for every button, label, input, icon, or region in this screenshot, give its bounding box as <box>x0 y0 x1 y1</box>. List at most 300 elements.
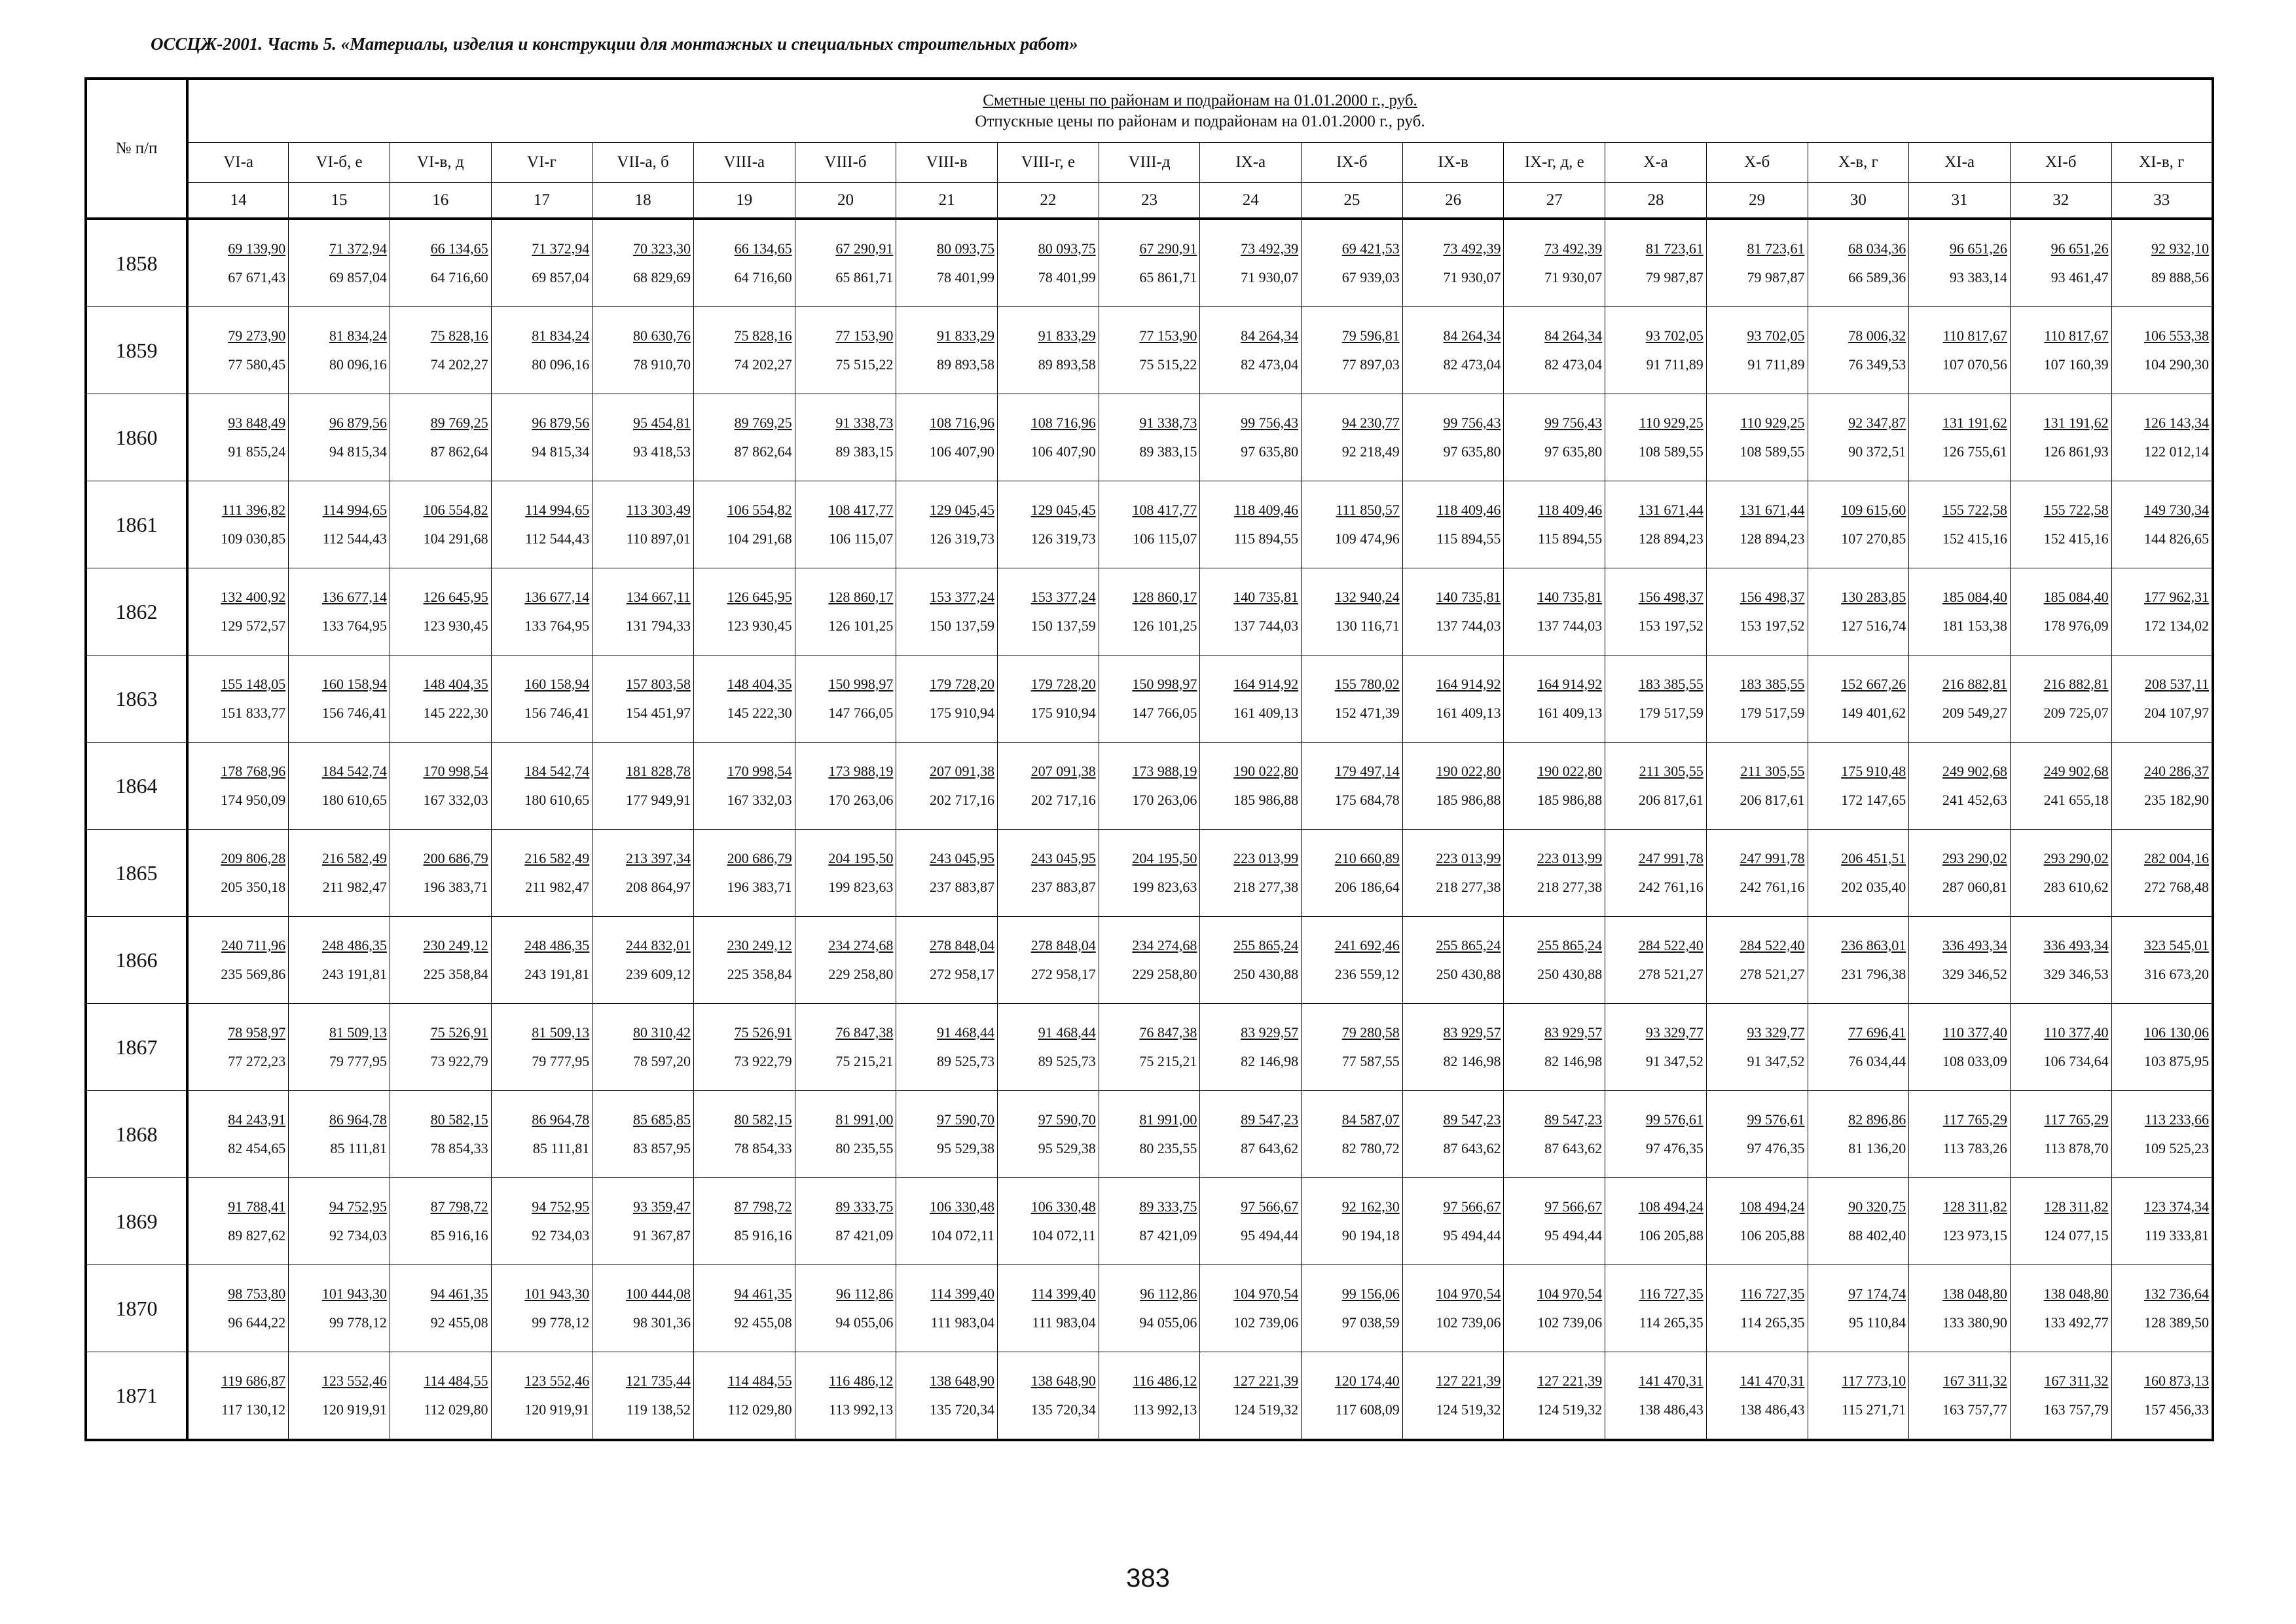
estimate-price: 73 492,39 <box>1241 240 1299 257</box>
estimate-price: 104 970,54 <box>1436 1285 1501 1302</box>
price-cell <box>1706 1091 1808 1178</box>
region-header: XI-в, г <box>2111 143 2213 183</box>
estimate-price: 255 865,24 <box>1233 936 1299 953</box>
price-cell <box>289 219 390 307</box>
release-price: 209 549,27 <box>1942 704 2007 721</box>
release-price: 71 930,07 <box>1443 268 1501 286</box>
estimate-price: 104 970,54 <box>1233 1285 1299 1302</box>
release-price: 167 332,03 <box>423 791 488 808</box>
price-cell <box>1302 1178 1403 1265</box>
price-cell <box>187 655 289 743</box>
release-price: 69 857,04 <box>329 268 387 286</box>
price-cell <box>491 219 592 307</box>
price-cell <box>1099 568 1200 655</box>
release-price: 123 973,15 <box>1942 1227 2007 1244</box>
release-price: 80 096,16 <box>532 356 590 373</box>
estimate-price: 94 461,35 <box>430 1285 488 1302</box>
column-number: 33 <box>2111 183 2213 219</box>
price-cell <box>693 481 795 568</box>
release-price: 115 894,55 <box>1537 530 1603 547</box>
table-title <box>187 79 2213 143</box>
price-cell <box>289 1178 390 1265</box>
estimate-price: 89 769,25 <box>734 414 792 431</box>
release-price: 126 101,25 <box>828 617 894 634</box>
release-price: 106 407,90 <box>930 443 994 460</box>
estimate-price: 284 522,40 <box>1638 936 1704 953</box>
price-cell <box>795 655 896 743</box>
region-header: VIII-а <box>693 143 795 183</box>
price-cell <box>1504 394 1605 481</box>
price-cell <box>1808 1178 1909 1265</box>
price-cell <box>1504 568 1605 655</box>
price-cell <box>1808 1091 1909 1178</box>
release-price: 113 992,13 <box>1133 1401 1197 1418</box>
estimate-price: 87 798,72 <box>734 1198 792 1215</box>
release-price: 69 857,04 <box>532 268 590 286</box>
release-price: 77 580,45 <box>228 356 286 373</box>
estimate-price: 81 723,61 <box>1645 240 1704 257</box>
release-price: 85 111,81 <box>330 1139 387 1156</box>
release-price: 128 894,23 <box>1740 530 1805 547</box>
release-price: 80 096,16 <box>329 356 387 373</box>
estimate-price: 204 195,50 <box>1132 849 1197 866</box>
estimate-price: 76 847,38 <box>1139 1024 1197 1041</box>
estimate-price: 160 158,94 <box>524 675 590 692</box>
estimate-price: 128 311,82 <box>2044 1198 2109 1215</box>
release-price: 110 897,01 <box>626 530 691 547</box>
table-row <box>86 655 2213 743</box>
table-row <box>86 1178 2213 1265</box>
release-price: 111 983,04 <box>930 1314 994 1331</box>
release-price: 87 643,62 <box>1241 1139 1299 1156</box>
release-price: 123 930,45 <box>727 617 792 634</box>
release-price: 88 402,40 <box>1848 1227 1906 1244</box>
price-cell <box>1706 307 1808 394</box>
price-cell <box>998 481 1099 568</box>
estimate-price: 93 329,77 <box>1747 1024 1805 1041</box>
release-price: 82 146,98 <box>1443 1052 1501 1069</box>
price-cell <box>390 394 491 481</box>
price-cell <box>2111 830 2213 917</box>
table-row <box>86 1004 2213 1091</box>
release-price: 250 430,88 <box>1233 965 1299 982</box>
column-number: 30 <box>1808 183 1909 219</box>
estimate-price: 170 998,54 <box>727 762 792 779</box>
estimate-price: 136 677,14 <box>321 588 387 605</box>
release-price: 82 473,04 <box>1241 356 1299 373</box>
release-price: 150 137,59 <box>930 617 994 634</box>
price-cell <box>1402 743 1504 830</box>
price-cell <box>187 394 289 481</box>
estimate-price: 97 590,70 <box>937 1111 994 1128</box>
estimate-price: 89 333,75 <box>835 1198 894 1215</box>
estimate-price: 108 494,24 <box>1740 1198 1805 1215</box>
price-cell <box>1504 655 1605 743</box>
price-cell <box>1605 481 1707 568</box>
price-cell <box>795 307 896 394</box>
price-cell <box>1402 307 1504 394</box>
release-price: 250 430,88 <box>1537 965 1603 982</box>
price-cell <box>1302 1265 1403 1352</box>
price-cell <box>1099 830 1200 917</box>
column-number: 25 <box>1302 183 1403 219</box>
estimate-price: 200 686,79 <box>727 849 792 866</box>
estimate-price: 234 274,68 <box>828 936 894 953</box>
price-cell <box>1504 743 1605 830</box>
release-price: 152 415,16 <box>2043 530 2109 547</box>
price-cell <box>1504 1178 1605 1265</box>
estimate-price: 110 929,25 <box>1639 414 1704 431</box>
release-price: 104 291,68 <box>423 530 488 547</box>
price-cell <box>795 1004 896 1091</box>
price-cell <box>1504 307 1605 394</box>
price-cell <box>2111 219 2213 307</box>
release-price: 82 473,04 <box>1443 356 1501 373</box>
release-price: 124 077,15 <box>2043 1227 2109 1244</box>
release-price: 235 182,90 <box>2144 791 2209 808</box>
release-price: 75 515,22 <box>1139 356 1197 373</box>
price-cell <box>390 1091 491 1178</box>
price-cell <box>693 1265 795 1352</box>
release-price: 133 380,90 <box>1942 1314 2007 1331</box>
estimate-price: 157 803,58 <box>625 675 691 692</box>
estimate-price: 84 264,34 <box>1443 327 1501 344</box>
price-cell <box>592 743 694 830</box>
release-price: 89 383,15 <box>835 443 894 460</box>
price-cell <box>491 917 592 1004</box>
estimate-price: 113 303,49 <box>626 501 691 518</box>
price-cell <box>998 1352 1099 1441</box>
price-cell <box>1402 481 1504 568</box>
estimate-price: 108 716,96 <box>930 414 994 431</box>
price-cell <box>1099 1352 1200 1441</box>
release-price: 82 146,98 <box>1241 1052 1299 1069</box>
estimate-price: 336 493,34 <box>2043 936 2109 953</box>
price-cell <box>2010 1265 2111 1352</box>
release-price: 117 608,09 <box>1335 1401 1400 1418</box>
price-cell <box>1706 1265 1808 1352</box>
estimate-price: 138 048,80 <box>1942 1285 2007 1302</box>
release-price: 79 777,95 <box>532 1052 590 1069</box>
release-price: 90 372,51 <box>1848 443 1906 460</box>
price-cell <box>1302 1004 1403 1091</box>
price-cell <box>2111 743 2213 830</box>
release-price: 179 517,59 <box>1740 704 1805 721</box>
release-price: 108 589,55 <box>1740 443 1805 460</box>
estimate-price: 155 722,58 <box>2043 501 2109 518</box>
price-cell <box>1402 219 1504 307</box>
release-price: 170 263,06 <box>828 791 894 808</box>
estimate-price: 75 526,91 <box>430 1024 488 1041</box>
estimate-price: 175 910,48 <box>1841 762 1906 779</box>
region-header: VII-а, б <box>592 143 694 183</box>
estimate-price: 73 492,39 <box>1544 240 1603 257</box>
row-number-header: № п/п <box>86 79 187 219</box>
release-price: 112 029,80 <box>727 1401 792 1418</box>
estimate-price: 213 397,34 <box>625 849 691 866</box>
estimate-price: 96 112,86 <box>1140 1285 1197 1302</box>
release-price: 237 883,87 <box>930 878 994 895</box>
price-cell <box>1302 481 1403 568</box>
price-cell <box>2111 307 2213 394</box>
estimate-price: 89 333,75 <box>1139 1198 1197 1215</box>
estimate-price: 89 547,23 <box>1241 1111 1299 1128</box>
document-header: ОССЦЖ-2001. Часть 5. «Материалы, изделия и конструкции для монтажных и специальных строительных работ» <box>151 34 1078 54</box>
price-cell <box>1099 917 1200 1004</box>
release-price: 123 930,45 <box>423 617 488 634</box>
release-price: 149 401,62 <box>1841 704 1906 721</box>
release-price: 83 857,95 <box>632 1139 691 1156</box>
row-number: 1862 <box>86 568 187 655</box>
release-price: 175 684,78 <box>1334 791 1400 808</box>
release-price: 77 272,23 <box>228 1052 286 1069</box>
release-price: 144 826,65 <box>2144 530 2209 547</box>
release-price: 74 202,27 <box>734 356 792 373</box>
release-price: 115 894,55 <box>1233 530 1299 547</box>
estimate-price: 255 865,24 <box>1537 936 1603 953</box>
estimate-price: 79 273,90 <box>228 327 286 344</box>
price-cell <box>1808 481 1909 568</box>
release-price: 152 415,16 <box>1942 530 2007 547</box>
release-price: 206 186,64 <box>1334 878 1400 895</box>
release-price: 71 930,07 <box>1544 268 1603 286</box>
release-price: 115 894,55 <box>1436 530 1501 547</box>
price-cell <box>289 394 390 481</box>
price-cell <box>693 1091 795 1178</box>
release-price: 120 919,91 <box>524 1401 590 1418</box>
estimate-price: 216 582,49 <box>321 849 387 866</box>
price-cell <box>693 307 795 394</box>
release-price: 104 291,68 <box>727 530 792 547</box>
estimate-price: 94 461,35 <box>734 1285 792 1302</box>
column-number: 16 <box>390 183 491 219</box>
estimate-price: 75 526,91 <box>734 1024 792 1041</box>
release-price: 104 072,11 <box>930 1227 994 1244</box>
price-cell <box>2111 481 2213 568</box>
estimate-price: 278 848,04 <box>1030 936 1096 953</box>
release-price: 106 115,07 <box>1133 530 1197 547</box>
price-cell <box>1605 1004 1707 1091</box>
release-price: 202 717,16 <box>930 791 994 808</box>
estimate-price: 78 006,32 <box>1848 327 1906 344</box>
price-cell <box>2010 1178 2111 1265</box>
price-cell <box>998 743 1099 830</box>
release-price: 126 755,61 <box>1942 443 2007 460</box>
price-cell <box>1200 568 1302 655</box>
release-price: 128 389,50 <box>2144 1314 2209 1331</box>
price-cell <box>1302 655 1403 743</box>
estimate-price: 128 860,17 <box>1132 588 1197 605</box>
release-price: 81 136,20 <box>1848 1139 1906 1156</box>
price-cell <box>1200 219 1302 307</box>
estimate-price: 85 685,85 <box>632 1111 691 1128</box>
price-cell <box>998 1178 1099 1265</box>
release-price: 78 854,33 <box>734 1139 792 1156</box>
estimate-price: 181 828,78 <box>625 762 691 779</box>
estimate-price: 130 283,85 <box>1841 588 1906 605</box>
price-cell <box>795 1178 896 1265</box>
price-cell <box>390 1352 491 1441</box>
price-cell <box>1402 1091 1504 1178</box>
price-cell <box>1808 394 1909 481</box>
estimate-price: 70 323,30 <box>632 240 691 257</box>
estimate-price: 108 417,77 <box>828 501 894 518</box>
price-cell <box>289 1265 390 1352</box>
estimate-price: 141 470,31 <box>1638 1372 1704 1389</box>
price-cell <box>1706 917 1808 1004</box>
release-price: 161 409,13 <box>1436 704 1501 721</box>
price-cell <box>1402 394 1504 481</box>
column-number: 20 <box>795 183 896 219</box>
estimate-price: 89 769,25 <box>430 414 488 431</box>
estimate-price: 293 290,02 <box>1942 849 2007 866</box>
price-cell <box>998 394 1099 481</box>
release-price: 66 589,36 <box>1848 268 1906 286</box>
estimate-price: 128 311,82 <box>1942 1198 2007 1215</box>
release-price: 89 888,56 <box>2151 268 2209 286</box>
estimate-price: 216 582,49 <box>524 849 590 866</box>
estimate-price: 170 998,54 <box>423 762 488 779</box>
price-cell <box>1706 655 1808 743</box>
price-cell <box>795 917 896 1004</box>
estimate-price: 173 988,19 <box>828 762 894 779</box>
release-price: 175 910,94 <box>1030 704 1096 721</box>
price-cell <box>187 1178 289 1265</box>
estimate-price: 223 013,99 <box>1436 849 1501 866</box>
price-cell <box>795 481 896 568</box>
price-cell <box>592 1004 694 1091</box>
release-price: 126 319,73 <box>1030 530 1096 547</box>
price-cell <box>896 1265 998 1352</box>
column-number: 32 <box>2010 183 2111 219</box>
estimate-price: 249 902,68 <box>2043 762 2109 779</box>
release-price: 202 035,40 <box>1841 878 1906 895</box>
estimate-price: 118 409,46 <box>1436 501 1501 518</box>
region-header: IX-а <box>1200 143 1302 183</box>
price-cell <box>592 1265 694 1352</box>
column-number: 21 <box>896 183 998 219</box>
release-price: 133 492,77 <box>2043 1314 2109 1331</box>
estimate-price: 80 093,75 <box>937 240 994 257</box>
release-price: 71 930,07 <box>1241 268 1299 286</box>
release-price: 97 635,80 <box>1443 443 1501 460</box>
price-cell <box>592 1091 694 1178</box>
estimate-price: 247 991,78 <box>1638 849 1704 866</box>
price-cell <box>187 307 289 394</box>
estimate-price: 106 330,48 <box>930 1198 994 1215</box>
price-cell <box>1909 1265 2011 1352</box>
estimate-price: 207 091,38 <box>1030 762 1096 779</box>
table-row <box>86 917 2213 1004</box>
release-price: 104 072,11 <box>1031 1227 1096 1244</box>
release-price: 172 147,65 <box>1841 791 1906 808</box>
release-price: 104 290,30 <box>2144 356 2209 373</box>
price-cell <box>592 394 694 481</box>
region-header: IX-б <box>1302 143 1403 183</box>
estimate-price: 80 582,15 <box>734 1111 792 1128</box>
price-cell <box>1706 743 1808 830</box>
estimate-price: 209 806,28 <box>221 849 286 866</box>
release-price: 98 301,36 <box>632 1314 691 1331</box>
estimate-price: 138 048,80 <box>2043 1285 2109 1302</box>
price-cell <box>1200 830 1302 917</box>
estimate-price: 136 677,14 <box>524 588 590 605</box>
estimate-price: 116 486,12 <box>1133 1372 1197 1389</box>
estimate-price: 81 509,13 <box>329 1024 387 1041</box>
price-cell <box>187 743 289 830</box>
price-cell <box>390 1178 491 1265</box>
price-cell <box>1099 1178 1200 1265</box>
column-number: 18 <box>592 183 694 219</box>
price-cell <box>491 830 592 917</box>
estimate-price: 93 702,05 <box>1645 327 1704 344</box>
price-cell <box>491 1352 592 1441</box>
price-cell <box>795 1265 896 1352</box>
release-price: 89 525,73 <box>937 1052 994 1069</box>
price-cell <box>1504 1265 1605 1352</box>
release-price: 80 235,55 <box>1139 1139 1197 1156</box>
estimate-price: 93 329,77 <box>1645 1024 1704 1041</box>
release-price: 92 218,49 <box>1341 443 1400 460</box>
price-cell <box>2010 219 2111 307</box>
estimate-price: 282 004,16 <box>2144 849 2209 866</box>
price-cell <box>289 1091 390 1178</box>
estimate-price: 230 249,12 <box>423 936 488 953</box>
release-price: 93 383,14 <box>1949 268 2007 286</box>
release-price: 92 734,03 <box>532 1227 590 1244</box>
estimate-price: 77 153,90 <box>1139 327 1197 344</box>
estimate-price: 91 833,29 <box>1038 327 1096 344</box>
price-cell <box>998 655 1099 743</box>
price-cell <box>1302 394 1403 481</box>
release-price: 94 055,06 <box>1139 1314 1197 1331</box>
price-cell <box>1909 917 2011 1004</box>
release-price: 236 559,12 <box>1334 965 1400 982</box>
column-number: 26 <box>1402 183 1504 219</box>
price-cell <box>2010 481 2111 568</box>
release-price: 126 101,25 <box>1132 617 1197 634</box>
release-price: 137 744,03 <box>1436 617 1501 634</box>
estimate-price: 156 498,37 <box>1638 588 1704 605</box>
release-price: 124 519,32 <box>1537 1401 1603 1418</box>
estimate-price: 110 377,40 <box>1942 1024 2007 1041</box>
estimate-price: 148 404,35 <box>423 675 488 692</box>
estimate-price: 284 522,40 <box>1740 936 1805 953</box>
estimate-price: 81 723,61 <box>1747 240 1805 257</box>
estimate-price: 114 399,40 <box>930 1285 994 1302</box>
estimate-price: 179 497,14 <box>1334 762 1400 779</box>
release-price: 242 761,16 <box>1740 878 1805 895</box>
price-cell <box>2111 655 2213 743</box>
price-cell <box>1909 1091 2011 1178</box>
estimate-price: 89 547,23 <box>1443 1111 1501 1128</box>
price-cell <box>1808 917 1909 1004</box>
release-price: 102 739,06 <box>1436 1314 1501 1331</box>
release-price: 151 833,77 <box>221 704 286 721</box>
estimate-price: 75 828,16 <box>734 327 792 344</box>
release-price: 106 205,88 <box>1740 1227 1805 1244</box>
column-number: 14 <box>187 183 289 219</box>
estimate-price: 121 735,44 <box>625 1372 691 1389</box>
estimate-price: 131 191,62 <box>2043 414 2109 431</box>
price-cell <box>1504 1352 1605 1441</box>
estimate-price: 110 817,67 <box>1942 327 2007 344</box>
price-cell <box>2010 830 2111 917</box>
release-price: 79 987,87 <box>1747 268 1805 286</box>
release-price: 109 030,85 <box>221 530 286 547</box>
row-number: 1870 <box>86 1265 187 1352</box>
estimate-price: 204 195,50 <box>828 849 894 866</box>
